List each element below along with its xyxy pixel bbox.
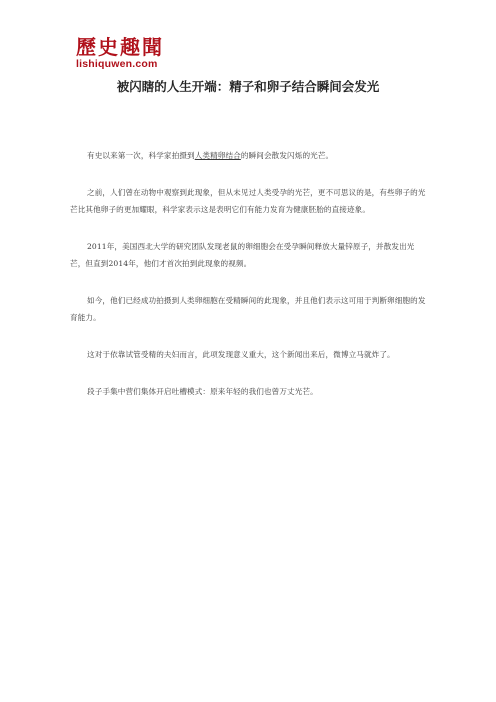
keyword-link[interactable]: 人类精卵结合 — [194, 151, 241, 160]
article-title: 被闪瞎的人生开端：精子和卵子结合瞬间会发光 — [116, 79, 380, 94]
paragraph-1-before: 有史以来第一次，科学家拍摄到 — [87, 151, 195, 160]
article-body — [70, 147, 426, 420]
paragraph-4: 如今，他们已经成功拍摄到人类卵细胞在受精瞬间的此现象，并且他们表示这可用于判断卵细胞的发育能力。 — [70, 296, 426, 322]
paragraph-1 — [70, 147, 426, 164]
paragraph-6: 段子手集中营们集体开启吐槽模式：原来年轻的我们也曾万丈光芒。 — [87, 387, 318, 396]
paragraph-3: 2011年，美国西北大学的研究团队发现老鼠的卵细胞会在受孕瞬间释放大量锌原子，并散发出光芒，但直到2014年，他们才首次拍到此现象的视频。 — [70, 242, 415, 268]
site-logo[interactable] — [76, 36, 176, 70]
logo-chinese-text: 歷史趣聞 — [76, 35, 164, 59]
logo-url-text: lishiquwen.com — [76, 58, 158, 70]
paragraph-1-after: 的瞬间会散发闪烁的光芒。 — [240, 151, 334, 160]
paragraph-5: 这对于依靠试管受精的夫妇而言，此项发现意义重大，这个新闻出来后，微博立马就炸了。 — [87, 350, 395, 359]
paragraph-2: 之前，人们曾在动物中观察到此现象，但从未见过人类受孕的光芒，更不可思议的是，有些卵子的光芒比其他卵子的更加耀眼，科学家表示这是表明它们有能力发育为健康胚胎的直接迹象。 — [70, 188, 426, 214]
